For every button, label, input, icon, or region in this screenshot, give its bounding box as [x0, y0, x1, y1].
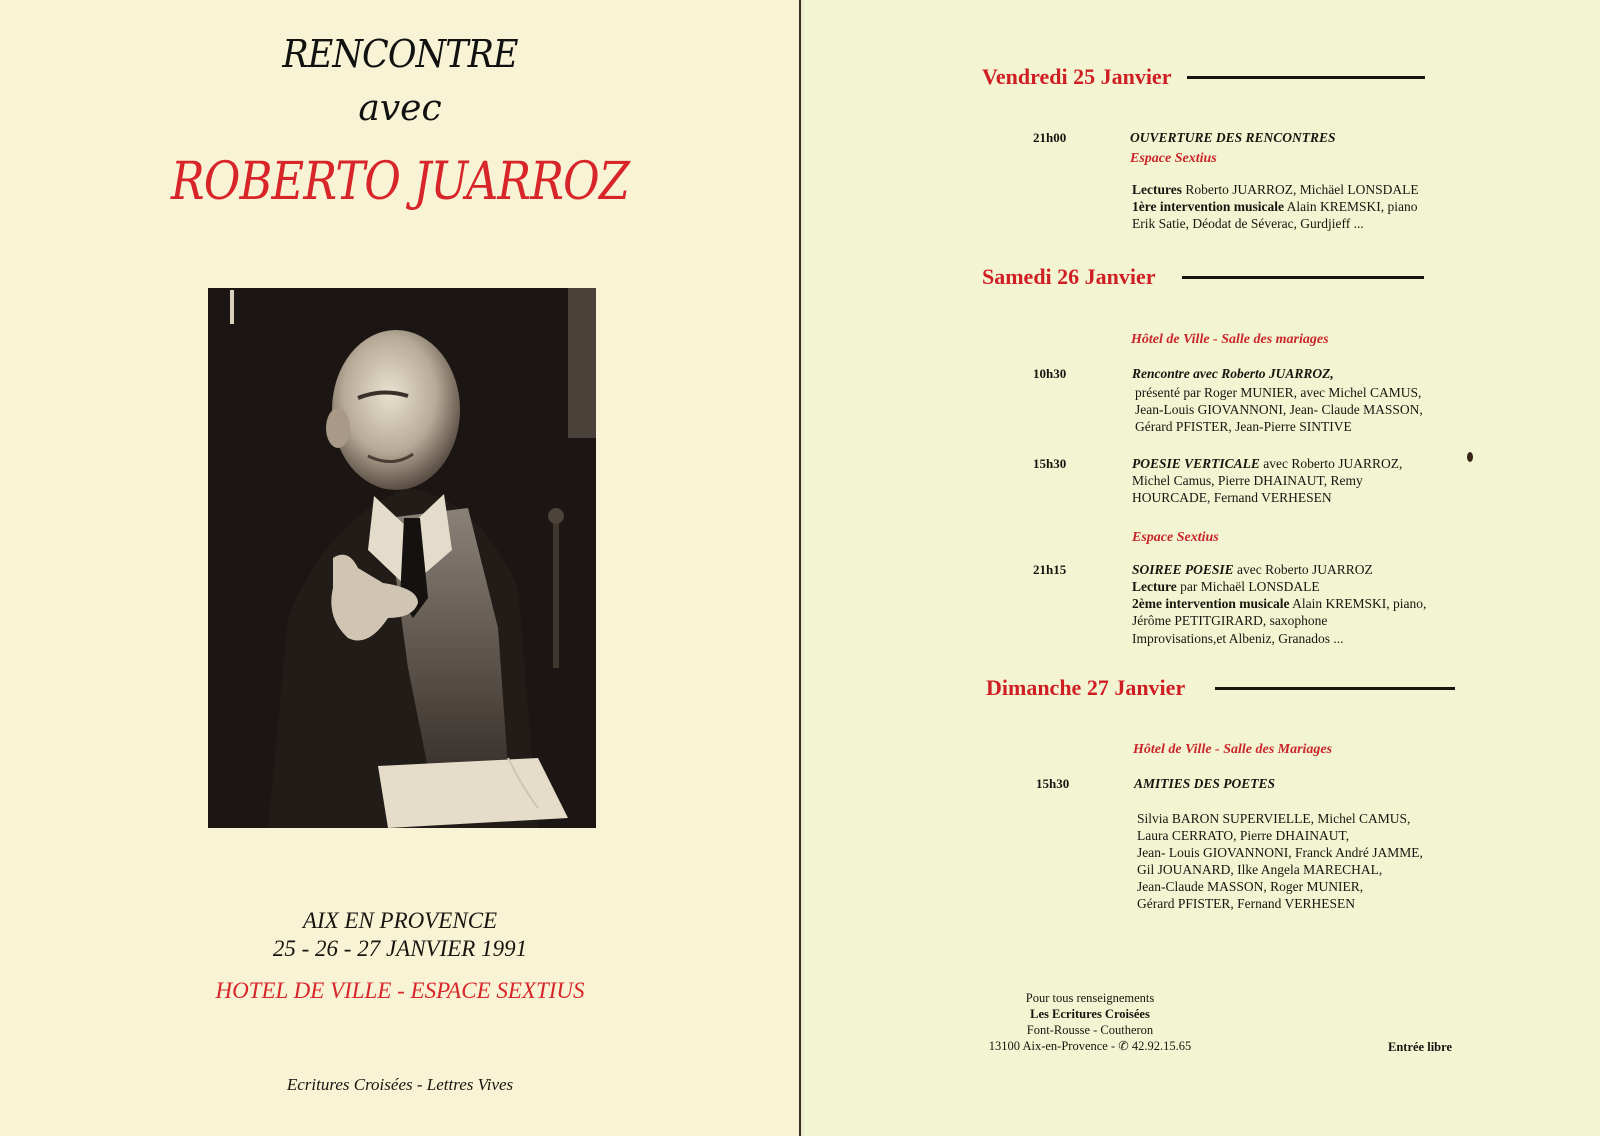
event-detail-line: Erik Satie, Déodat de Séverac, Gurdjieff ... [1132, 216, 1364, 231]
event-time: 15h30 [1036, 776, 1070, 791]
day-title: Samedi 26 Janvier [982, 264, 1156, 289]
event-detail-line: HOURCADE, Fernand VERHESEN [1132, 490, 1332, 505]
event-venue: Espace Sextius [1130, 151, 1217, 166]
event-detail-line: Jean-Louis GIOVANNONI, Jean- Claude MASSON, [1135, 402, 1423, 417]
event-title-rest: avec Roberto JUARROZ [1233, 562, 1373, 577]
day-header-dimanche [986, 675, 1455, 701]
portrait-photo-icon [208, 288, 596, 828]
event-title: OUVERTURE DES RENCONTRES [1130, 130, 1336, 145]
detail-text: Alain KREMSKI, piano, [1289, 596, 1427, 611]
event-venue: Espace Sextius [1132, 530, 1219, 545]
event-detail-line [1132, 595, 1426, 612]
event-detail-line: Improvisations,et Albeniz, Granados ... [1132, 631, 1344, 646]
cover-author-name: ROBERTO JUARROZ [170, 152, 630, 212]
event-title-text: POESIE VERTICALE [1132, 456, 1260, 471]
address-phone-line: 13100 Aix-en-Provence - ✆ 42.92.15.65 [988, 1039, 1192, 1053]
event-detail-line: Gérard PFISTER, Jean-Pierre SINTIVE [1135, 419, 1352, 434]
contact-info [960, 990, 1220, 1054]
cover-venues: HOTEL DE VILLE - ESPACE SEXTIUS [215, 978, 585, 1003]
day-rule-line [1187, 76, 1425, 79]
event-detail-line [1132, 578, 1320, 595]
info-label: Pour tous renseignements [1025, 991, 1155, 1005]
detail-text: par Michaël LONSDALE [1176, 579, 1320, 594]
day-rule-line [1182, 276, 1424, 279]
detail-text: Roberto JUARROZ, Michäel LONSDALE [1182, 182, 1419, 197]
poet-list-line: Laura CERRATO, Pierre DHAINAUT, [1137, 828, 1350, 843]
event-title [1132, 455, 1402, 472]
event-detail-line: Jérôme PETITGIRARD, saxophone [1132, 613, 1328, 628]
cover-publisher: Ecritures Croisées - Lettres Vives [286, 1075, 514, 1094]
free-entry-label: Entrée libre [1388, 1040, 1452, 1054]
event-detail-line [1132, 181, 1419, 198]
event-detail-line [1132, 198, 1417, 215]
event-title: AMITIES DES POETES [1134, 776, 1276, 791]
detail-label: 2ème intervention musicale [1132, 596, 1290, 611]
paper-speck [1467, 452, 1473, 462]
poet-list-line: Jean- Louis GIOVANNONI, Franck André JAMME, [1137, 845, 1423, 860]
poet-list-line: Silvia BARON SUPERVIELLE, Michel CAMUS, [1137, 811, 1411, 826]
event-time: 15h30 [1033, 456, 1067, 471]
detail-label: 1ère intervention musicale [1132, 199, 1284, 214]
event-venue: Hôtel de Ville - Salle des mariages [1131, 332, 1329, 347]
day-title: Vendredi 25 Janvier [982, 64, 1172, 89]
day-header-vendredi [982, 64, 1425, 90]
event-title: Rencontre avec Roberto JUARROZ, [1132, 366, 1334, 381]
poet-list-line: Gérard PFISTER, Fernand VERHESEN [1137, 896, 1355, 911]
day-title: Dimanche 27 Janvier [986, 675, 1186, 700]
detail-text: Alain KREMSKI, piano [1283, 199, 1418, 214]
event-detail-line: présenté par Roger MUNIER, avec Michel CAMUS, [1135, 385, 1422, 400]
event-title-text: SOIREE POESIE [1132, 562, 1234, 577]
detail-label: Lectures [1132, 182, 1182, 197]
cover-city: AIX EN PROVENCE [302, 908, 498, 933]
address-line: Font-Rousse - Coutheron [1026, 1023, 1154, 1037]
poet-list-line: Gil JOUANARD, Ilke Angela MARECHAL, [1137, 862, 1383, 877]
event-detail-line: Michel Camus, Pierre DHAINAUT, Remy [1132, 473, 1363, 488]
day-header-samedi [982, 264, 1424, 290]
event-title-rest: avec Roberto JUARROZ, [1259, 456, 1403, 471]
detail-label: Lecture [1132, 579, 1177, 594]
event-time: 21h00 [1033, 130, 1067, 145]
poet-list-line: Jean-Claude MASSON, Roger MUNIER, [1137, 879, 1364, 894]
event-venue: Hôtel de Ville - Salle des Mariages [1133, 742, 1333, 757]
fold-shadow [801, 0, 806, 1136]
event-time: 10h30 [1033, 366, 1067, 381]
day-rule-line [1215, 687, 1455, 690]
cover-title-rencontre: RENCONTRE [282, 32, 518, 76]
cover-dates: 25 - 26 - 27 JANVIER 1991 [272, 936, 528, 961]
event-title [1132, 561, 1373, 578]
event-time: 21h15 [1033, 562, 1067, 577]
portrait-photo [208, 288, 596, 828]
organization-name: Les Ecritures Croisées [1030, 1007, 1150, 1021]
cover-title-avec: avec [358, 88, 442, 129]
